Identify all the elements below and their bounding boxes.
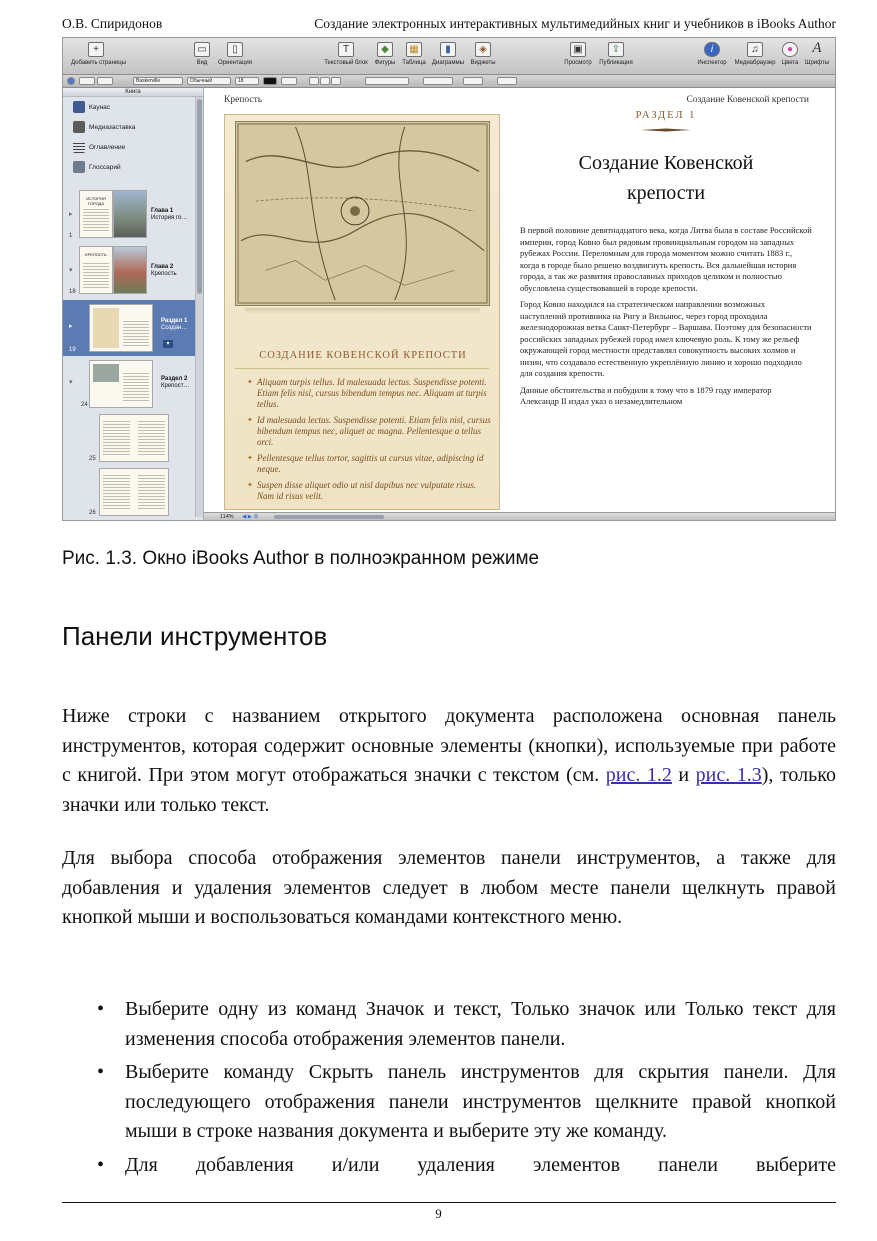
font-typeface-select[interactable]: Обычный — [187, 77, 231, 85]
italic-button[interactable] — [320, 77, 330, 85]
toolbar-colors-button[interactable]: ● Цвета — [781, 44, 799, 66]
sidebar-scroll-knob[interactable] — [197, 99, 202, 294]
chapter-1-thumb-text: ИСТОРИЯ ГОРОДА — [79, 190, 113, 238]
sidebar-widget-title: СОЗДАНИЕ КОВЕНСКОЙ КРЕПОСТИ — [259, 350, 467, 361]
section-1-thumb — [89, 304, 153, 352]
sidebar-widget-bullets — [247, 377, 492, 507]
horizontal-scrollbar[interactable] — [274, 515, 384, 519]
inspector-icon: i — [704, 42, 720, 57]
text-background-well[interactable] — [281, 77, 297, 85]
bullet-icon: • — [97, 998, 105, 1020]
paragraph-toolbar-intro: Ниже строки с названием открытого документа расположена основная панель инструментов, которая содержит основные элементы (кнопки), используемые при работе с книгой. При этом могут отображаться значки с текстом (см. рис. 1.2 и рис. 1.3), только значки или только текст. — [62, 705, 836, 816]
section-menu-chevron-icon[interactable]: ▾ — [163, 340, 173, 348]
line-spacing-select[interactable] — [423, 77, 453, 85]
sidebar-item-glossary[interactable]: Глоссарий — [73, 160, 121, 176]
paragraph-style-select[interactable] — [79, 77, 95, 85]
section-2-thumb — [89, 360, 153, 408]
shapes-icon: ◆ — [377, 42, 393, 57]
table-icon: ▦ — [406, 42, 422, 57]
toolbar-text-box-button[interactable]: T Текстовый блок — [324, 44, 368, 66]
text-color-well[interactable] — [263, 77, 277, 85]
list-item: • Выберите одну из команд Значок и текст, Только значок или Только текст для изменения способа отображения элементов панели. — [62, 995, 836, 1054]
page-header-section: Создание Ковенской крепости — [686, 95, 809, 105]
disclosure-triangle-icon[interactable]: ▸ — [69, 323, 73, 330]
sidebar-section-2[interactable]: ▾ Раздел 2 Крепост… 24 — [63, 358, 195, 412]
bold-button[interactable] — [309, 77, 319, 85]
toolbar-inspector-button[interactable]: i Инспектор — [697, 44, 727, 66]
figure-1-2-link[interactable]: рис. 1.2 — [605, 764, 672, 786]
page-25-thumb — [99, 414, 169, 462]
historic-map-image — [235, 121, 490, 306]
fonts-icon: A — [812, 40, 822, 56]
page-nav-arrows-icon[interactable]: ◀ ▶ ⚙ — [242, 514, 259, 520]
disclosure-triangle-icon[interactable]: ▾ — [69, 379, 73, 386]
toolbar-add-pages-button[interactable]: + Добавить страницы — [71, 44, 127, 66]
figure-caption: Рис. 1.3. Окно iBooks Author в полноэкранном режиме — [62, 548, 540, 569]
sidebar-chapter-1[interactable]: ▸ ИСТОРИЯ ГОРОДА Глава 1 История го… 1 — [63, 190, 195, 242]
format-bar — [63, 75, 835, 88]
canvas-bottom-bar — [204, 512, 835, 521]
chapter-2-thumb-photo — [113, 246, 147, 294]
publish-icon: ⇪ — [608, 42, 624, 57]
running-head-book-title: Создание электронных интерактивных мультимедийных книг и учебников в iBooks Author — [314, 16, 836, 31]
add-pages-icon: + — [88, 42, 104, 57]
section-title[interactable]: Создание Ковенской крепости — [578, 152, 754, 204]
zoom-select[interactable]: 114% — [220, 514, 234, 520]
section-ornament-icon — [641, 128, 691, 132]
glossary-icon — [73, 161, 85, 173]
book-cover-icon — [73, 101, 85, 113]
character-style-select[interactable] — [97, 77, 113, 85]
ibooks-author-screenshot — [62, 37, 836, 521]
sidebar-header: Книга — [63, 88, 203, 97]
figure-1-3-link[interactable]: рис. 1.3 — [695, 764, 762, 786]
alignment-buttons[interactable] — [365, 77, 409, 85]
media-browser-icon: ♫ — [747, 42, 763, 57]
columns-select[interactable] — [463, 77, 483, 85]
format-bar-styles-toggle[interactable] — [67, 77, 75, 85]
toolbar-charts-button[interactable]: ▮ Диаграммы — [431, 44, 465, 66]
sidebar-item-cover[interactable]: Каунас — [73, 100, 110, 116]
main-toolbar — [63, 38, 835, 75]
list-item: • Выберите команду Скрыть панель инструментов для скрытия панели. Для последующего отображения панели инструментов щелкните правой кнопкой мыши в строке названия документа и выберите эту же команду. — [62, 1058, 836, 1147]
list-style-select[interactable] — [497, 77, 517, 85]
widgets-icon: ◈ — [475, 42, 491, 57]
sidebar-scrollbar[interactable] — [195, 97, 203, 517]
page-number: 9 — [435, 1206, 442, 1221]
sidebar-chapter-2[interactable]: ▾ КРЕПОСТЬ Глава 2 Крепость 18 — [63, 246, 195, 298]
toolbar-media-browser-button[interactable]: ♫ Медиабраузер — [734, 44, 776, 66]
chapter-2-thumb-text: КРЕПОСТЬ — [79, 246, 113, 294]
list-item: ✦ Id malesuada lectus. Suspendisse potenti. Etiam felis nisl, cursus bibendum tempus nec, aliquet ac magna. Pellentesque a tellus orci. — [247, 415, 492, 448]
chapter-1-thumb-photo — [113, 190, 147, 238]
list-item: ✦ Suspen disse aliquet odio ut nisl dapibus nec vulputate risus. Nam id risus velit. — [247, 480, 492, 502]
font-family-select[interactable]: Baskerville — [133, 77, 183, 85]
toolbar-publish-button[interactable]: ⇪ Публикация — [599, 44, 633, 66]
page-header-chapter: Крепость — [224, 95, 263, 105]
text-box-icon: T — [338, 42, 354, 57]
toolbar-fonts-button[interactable]: A Шрифты — [804, 40, 830, 66]
preview-icon: ▣ — [570, 42, 586, 57]
running-head — [62, 16, 836, 36]
running-head-author: О.В. Спиридонов — [62, 16, 163, 31]
disclosure-triangle-icon[interactable]: ▸ — [69, 211, 73, 218]
sidebar-section-1-selected[interactable]: ▸ Раздел 1 Создан… ▾ 19 — [63, 300, 195, 356]
list-item: ✦ Pellentesque tellus tortor, sagittis ut cursus vitae, adipiscing id neque. — [247, 453, 492, 475]
sidebar-widget-parchment[interactable] — [224, 114, 500, 510]
sidebar-item-media-intro[interactable]: Медиазаставка — [73, 120, 135, 136]
toolbar-widgets-button[interactable]: ◈ Виджеты — [470, 44, 496, 66]
view-icon: ▭ — [194, 42, 210, 57]
sidebar-item-toc[interactable]: Оглавление — [73, 140, 125, 156]
toolbar-shapes-button[interactable]: ◆ Фигуры — [374, 44, 396, 66]
font-size-select[interactable]: 18 — [235, 77, 259, 85]
orientation-icon: ▯ — [227, 42, 243, 57]
toc-icon — [73, 141, 85, 153]
section-body-text[interactable]: В первой половине девятнадцатого века, когда Литва была в составе Российской империи, город Ковно был рядовым провинциальным городом на западных рубежах России. Переломным для города моментом можно считать 1883 г., когда в городе было решено воздвигнуть крепость. Вся дальнейшая история города, а так же развития православных приходов целиком и полностью обусловлена существовавшей в городе крепости. Город Ковно находился на стратегическом направлении возможных наступлений противника на Ригу и Вильнюс, через город проходила железнодорожная ветка Санкт-Петербург – Варшава. Поэтому для безопасности российских западных рубежей город имел ключевую роль. К тому же рельеф окружающей город местности представлял совокупность высоких холмов и низин, что создавало естественную укреплённую линию и хорошо подходило для создания крепости. Данные обстоятельства и побудили к тому что в 1879 году император Александр II издал указ о незамедлительном — [520, 225, 812, 406]
toolbar-orientation-button[interactable]: ▯ Ориентация — [217, 44, 253, 66]
footer-rule — [62, 1202, 836, 1203]
bullet-icon: • — [97, 1153, 105, 1176]
toolbar-view-button[interactable]: ▭ Вид — [189, 42, 215, 72]
colors-icon: ● — [782, 42, 798, 57]
section-label: РАЗДЕЛ 1 — [635, 110, 697, 121]
toolbar-preview-button[interactable]: ▣ Просмотр — [564, 44, 592, 66]
sidebar-page-25[interactable]: 25 — [63, 414, 195, 466]
bullet-icon: • — [97, 1061, 105, 1083]
paragraph-toolbar-context-menu: Для выбора способа отображения элементов панели инструментов, а также для добавления и удаления элементов следует в любом месте панели щелкнуть правой кнопкой мыши и воспользоваться командами контекстного меню. — [62, 847, 836, 928]
instructions-list — [62, 995, 836, 1184]
book-sidebar — [63, 88, 204, 520]
section-heading: Панели инструментов — [62, 621, 328, 651]
page-canvas[interactable] — [204, 88, 835, 512]
underline-button[interactable] — [331, 77, 341, 85]
media-intro-icon — [73, 121, 85, 133]
page-26-thumb — [99, 468, 169, 516]
charts-icon: ▮ — [440, 42, 456, 57]
disclosure-triangle-icon[interactable]: ▾ — [69, 267, 73, 274]
list-item: • Для добавления и/или удаления элементов панели выберите — [62, 1151, 836, 1181]
sidebar-page-26[interactable]: 26 — [63, 468, 195, 520]
toolbar-table-button[interactable]: ▦ Таблица — [402, 44, 426, 66]
list-item: ✦ Aliquam turpis tellus. Id malesuada lectus. Suspendisse potenti. Etiam felis nisl, cursus bibendum tempus nec. Aliquam at turpis tellus. — [247, 377, 492, 410]
